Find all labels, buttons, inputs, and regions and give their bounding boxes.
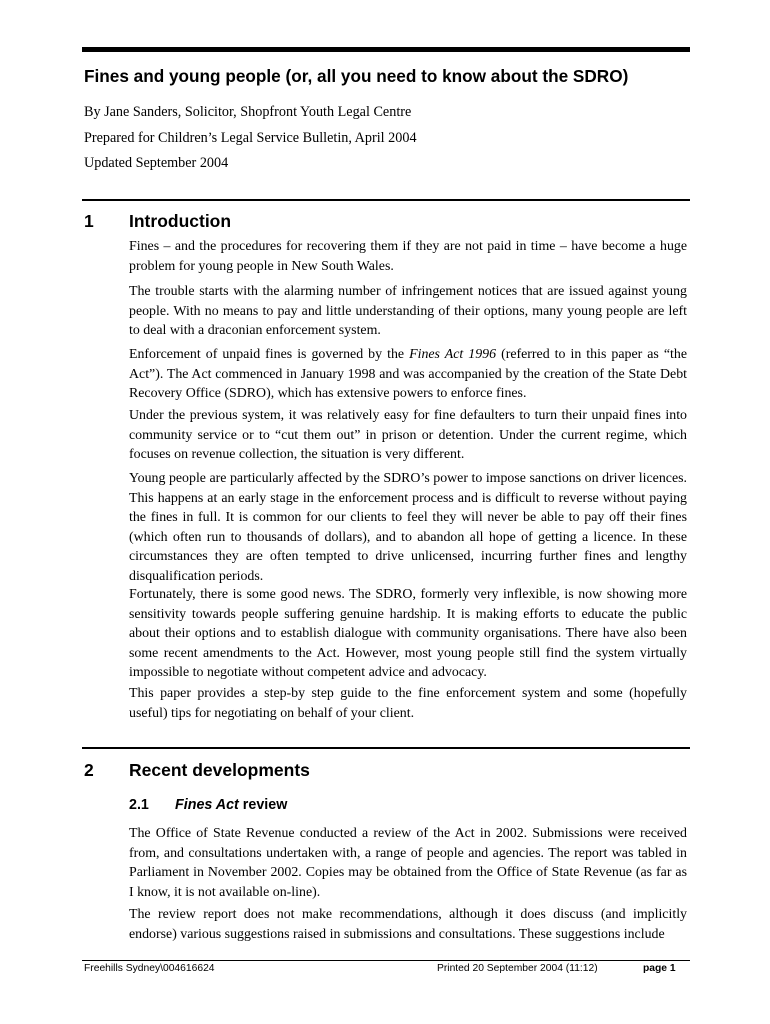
document-title: Fines and young people (or, all you need to know about the SDRO) <box>84 66 629 86</box>
footer-document-id: Freehills Sydney\004616624 <box>84 963 215 974</box>
subsection-number: 2.1 <box>129 797 149 813</box>
paragraph: The Office of State Revenue conducted a review of the Act in 2002. Submissions were received from, and consultations undertaken with, a range of people and agencies. The report was tabled in Parliament in November 2002. Copies may be obtained from the Office of State Revenue (as far as I know, it is not available on-line). <box>129 826 687 900</box>
author-line: By Jane Sanders, Solicitor, Shopfront Youth Legal Centre <box>84 104 412 120</box>
paragraph: Fines – and the procedures for recovering them if they are not paid in time – have become a huge problem for young people in New South Wales. <box>129 239 687 274</box>
paragraph: This paper provides a step-by step guide to the fine enforcement system and some (hopefully useful) tips for negotiating on behalf of your client. <box>129 686 687 721</box>
section-title: Introduction <box>129 211 232 231</box>
act-name: Fines Act 1996 <box>409 347 497 362</box>
paragraph: Under the previous system, it was relatively easy for fine defaulters to turn their unpaid fines into community service or to “cut them out” in prison or detention. Under the current regime, which focuses on revenue collection, the situation is very different. <box>129 408 687 463</box>
paragraph: The trouble starts with the alarming number of infringement notices that are issued against young people. With no means to pay and little understanding of their options, many young people are left to deal with a draconian enforcement system. <box>129 284 687 339</box>
section-title: Recent developments <box>129 760 310 780</box>
footer-rule <box>82 960 690 961</box>
paragraph: Enforcement of unpaid fines is governed by the Fines Act 1996 (referred to in this paper as “the Act”). The Act commenced in January 1998 and was accompanied by the creation of the State Debt Recovery Office (SDRO), which has extensive powers to enforce fines. <box>129 347 687 402</box>
paragraph: Fortunately, there is some good news. The SDRO, formerly very inflexible, is now showing more sensitivity towards people suffering genuine hardship. It is making efforts to educate the public about their options and to establish dialogue with community organisations. There have also been some recent amendments to the Act. However, most young people still find the system virtually impossible to negotiate without competent advice and advocacy. <box>129 587 687 681</box>
subsection-title: Fines Act review <box>175 797 288 813</box>
section-number: 1 <box>84 211 94 231</box>
footer-printed-date: Printed 20 September 2004 (11:12) <box>437 963 598 974</box>
footer-page-number: page 1 <box>643 963 676 974</box>
section-number: 2 <box>84 760 94 780</box>
updated-line: Updated September 2004 <box>84 155 229 171</box>
prepared-line: Prepared for Children’s Legal Service Bulletin, April 2004 <box>84 130 417 146</box>
paragraph: The review report does not make recommendations, although it does discuss (and implicitly endorse) various suggestions raised in submissions and consultations. These suggestions include <box>129 907 687 942</box>
top-rule <box>82 47 690 52</box>
section-rule <box>82 747 690 749</box>
paragraph: Young people are particularly affected by the SDRO’s power to impose sanctions on driver licences. This happens at an early stage in the enforcement process and is difficult to reverse without paying the fines in full. It is common for our clients to feel they will never be able to pay off their fines (which often run to thousands of dollars), and to abandon all hope of getting a licence. In these circumstances they are often tempted to drive unlicensed, incurring further fines and lengthy disqualification periods. <box>129 471 687 584</box>
section-rule <box>82 199 690 201</box>
